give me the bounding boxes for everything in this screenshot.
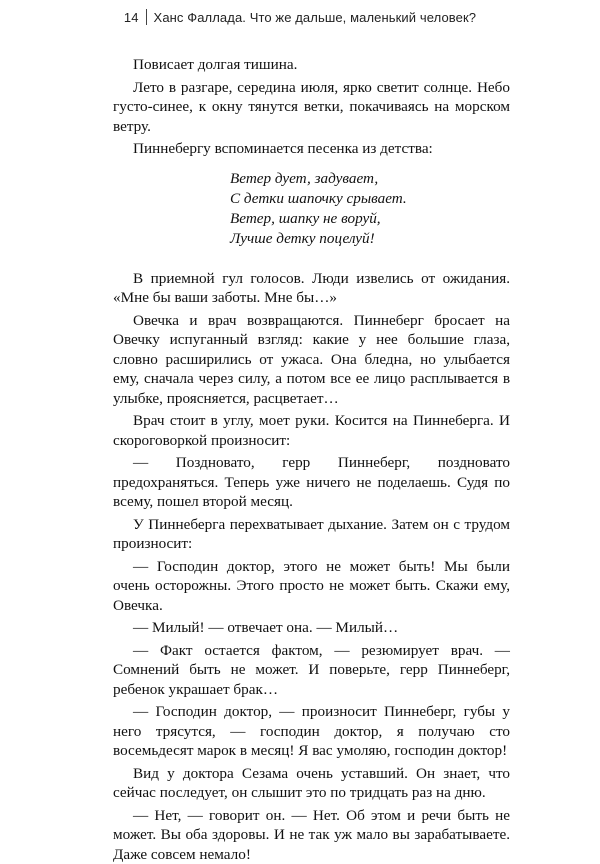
dialogue-line: — Милый! — отвечает она. — Милый…	[113, 618, 510, 638]
running-title: Ханс Фаллада. Что же дальше, маленький человек?	[154, 10, 477, 25]
paragraph: Лето в разгаре, середина июля, ярко светит солнце. Небо густо-синее, к окну тянутся ветки, покачиваясь на морском ветру.	[113, 78, 510, 137]
paragraph: Пиннебергу вспоминается песенка из детства:	[113, 139, 510, 159]
paragraph: Повисает долгая тишина.	[113, 55, 510, 75]
verse-block	[230, 169, 510, 249]
paragraph: Врач стоит в углу, моет руки. Косится на Пиннеберга. И скороговоркой произносит:	[113, 411, 510, 450]
dialogue-line: — Господин доктор, этого не может быть! Мы были очень осторожны. Этого просто не может быть. Скажи ему, Овечка.	[113, 557, 510, 616]
paragraph: Овечка и врач возвращаются. Пиннеберг бросает на Овечку испуганный взгляд: какие у нее большие глаза, словно расширились от ужаса. Она бледна, но улыбается ему, сначала через силу, а потом все ее лицо расплывается в улыбке, проясняется, расцветает…	[113, 311, 510, 409]
verse-line: Ветер дует, задувает,	[230, 169, 510, 189]
header-divider	[146, 9, 147, 25]
dialogue-line: — Факт остается фактом, — резюмирует врач. — Сомнений быть не может. И поверьте, герр Пиннеберг, ребенок украшает брак…	[113, 641, 510, 700]
paragraph: У Пиннеберга перехватывает дыхание. Затем он с трудом произносит:	[113, 515, 510, 554]
page-number: 14	[124, 10, 139, 25]
verse-line: Ветер, шапку не воруй,	[230, 209, 510, 229]
paragraph: В приемной гул голосов. Люди извелись от ожидания. «Мне бы ваши заботы. Мне бы…»	[113, 269, 510, 308]
dialogue-line: — Нет, — говорит он. — Нет. Об этом и речи быть не может. Вы оба здоровы. И не так уж мало вы зарабатываете. Даже совсем немало!	[113, 806, 510, 864]
dialogue-line: — Господин доктор, — произносит Пиннеберг, губы у него трясутся, — господин доктор, я получаю сто восемьдесят марок в месяц! Я вас умоляю, господин доктор!	[113, 702, 510, 761]
running-header	[0, 9, 600, 25]
dialogue-line: — Поздновато, герр Пиннеберг, поздновато предохраняться. Теперь уже ничего не поделаешь. Судя по всему, пошел второй месяц.	[113, 453, 510, 512]
paragraph: Вид у доктора Сезама очень уставший. Он знает, что сейчас последует, он слышит это по тридцать раз на дню.	[113, 764, 510, 803]
body-text	[113, 55, 510, 864]
verse-line: Лучше детку поцелуй!	[230, 229, 510, 249]
verse-line: С детки шапочку срывает.	[230, 189, 510, 209]
